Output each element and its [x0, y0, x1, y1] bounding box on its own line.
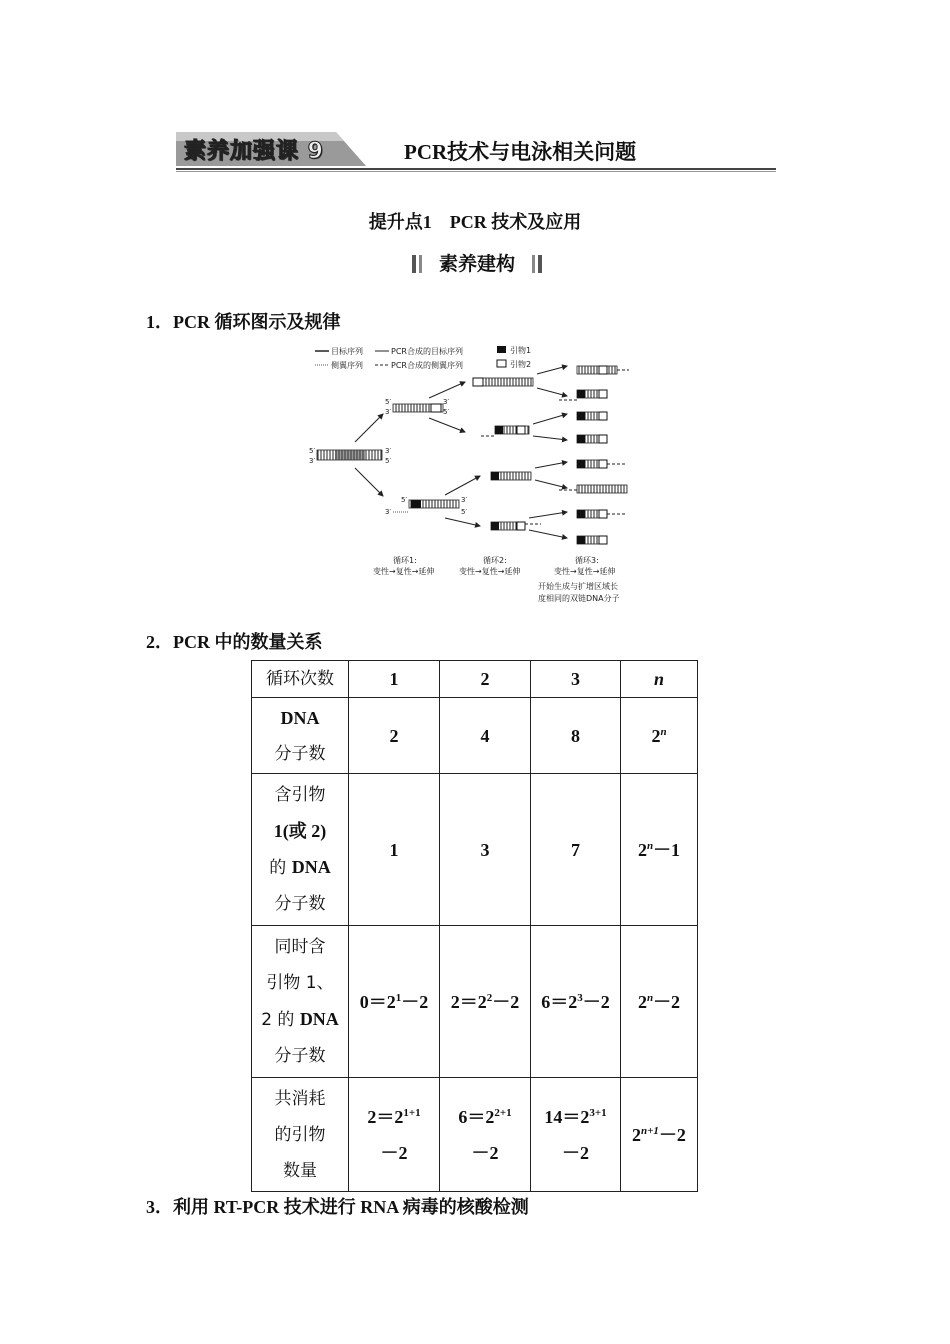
banner-label: 素养加强课 9	[184, 139, 324, 164]
table-row	[252, 774, 698, 926]
legend-flank: 侧翼序列	[331, 361, 363, 370]
legend-primer2: 引物2	[510, 360, 532, 369]
primer1-swatch	[497, 346, 506, 353]
svg-text:3′: 3′	[443, 398, 450, 406]
table-row	[252, 698, 698, 774]
cell: 3	[440, 774, 531, 926]
row-label-one-primer: 含引物 1(或 2) 的 DNA 分子数	[252, 774, 349, 926]
legend-target: 目标序列	[331, 347, 363, 356]
cell: 1	[349, 774, 440, 926]
header-col: 3	[531, 661, 621, 698]
cycle2-steps: 变性→复性→延伸	[459, 567, 521, 576]
cycle1-steps: 变性→复性→延伸	[373, 567, 435, 576]
item-heading-1: 1．PCR 循环图示及规律	[146, 312, 341, 332]
cell: $2=2^2-2$	[440, 926, 531, 1078]
svg-text:3′: 3′	[385, 508, 392, 516]
header-col: n	[621, 661, 698, 698]
banner-title: PCR技术与电泳相关问题	[404, 140, 637, 164]
svg-text:3′: 3′	[461, 496, 468, 504]
table-row	[252, 926, 698, 1078]
section-title: 提升点1 PCR 技术及应用	[368, 212, 582, 232]
legend-pcr-flank: PCR合成的侧翼序列	[391, 361, 463, 370]
cell: 8	[531, 698, 621, 774]
item-heading-2: 2．PCR 中的数量关系	[146, 632, 323, 652]
badge-label: 素养建构	[438, 253, 515, 275]
svg-text:5′: 5′	[443, 408, 450, 416]
cell: 4	[440, 698, 531, 774]
section-badge	[412, 250, 542, 278]
start-end5-right: 5′	[385, 457, 392, 465]
cell: $0=2^1-2$	[349, 926, 440, 1078]
cell: $14=2^{3+1}$ －2	[531, 1078, 621, 1192]
cell: 2	[349, 698, 440, 774]
item-heading-3: 3．利用 RT-PCR 技术进行 RNA 病毒的核酸检测	[146, 1197, 529, 1217]
cell: 7	[531, 774, 621, 926]
cycle3-steps: 变性→复性→延伸	[554, 567, 616, 576]
header-col: 2	[440, 661, 531, 698]
cell: $6=2^{2+1}$ －2	[440, 1078, 531, 1192]
legend-pcr-target: PCR合成的目标序列	[391, 347, 463, 356]
row-label-dna: DNA 分子数	[252, 698, 349, 774]
table-row	[252, 661, 698, 698]
start-end5: 5′	[309, 447, 316, 455]
cycle3-name: 循环3:	[575, 556, 599, 565]
svg-text:5′: 5′	[401, 496, 408, 504]
cell: 2$^n$	[621, 698, 698, 774]
svg-text:3′: 3′	[385, 408, 392, 416]
start-end3-right: 3′	[385, 447, 392, 455]
diagram-note-1: 开始生成与扩增区域长	[538, 582, 618, 591]
chapter-banner	[176, 128, 776, 176]
legend-primer1: 引物1	[510, 346, 532, 355]
row-label-primers-used: 共消耗 的引物 数量	[252, 1078, 349, 1192]
cell: $2^n-1$	[621, 774, 698, 926]
cell: $2^n-2$	[621, 926, 698, 1078]
table-row	[252, 1078, 698, 1192]
diagram-note-2: 度相同的双链DNA分子	[538, 594, 620, 603]
row-label-both-primers: 同时含 引物 1、 2 的 DNA 分子数	[252, 926, 349, 1078]
svg-text:5′: 5′	[385, 398, 392, 406]
pcr-cycle-diagram	[305, 340, 650, 608]
pcr-quantity-table	[251, 660, 698, 1192]
cell: $2^{n+1}-2$	[621, 1078, 698, 1192]
header-cycles: 循环次数	[252, 661, 349, 698]
cell: $2=2^{1+1}$ －2	[349, 1078, 440, 1192]
primer2-swatch	[497, 360, 506, 367]
svg-text:5′: 5′	[461, 508, 468, 516]
banner-rule	[176, 168, 776, 174]
cycle1-name: 循环1:	[393, 556, 417, 565]
cycle2-name: 循环2:	[483, 556, 507, 565]
cell: $6=2^3-2$	[531, 926, 621, 1078]
header-col: 1	[349, 661, 440, 698]
start-end3: 3′	[309, 457, 316, 465]
